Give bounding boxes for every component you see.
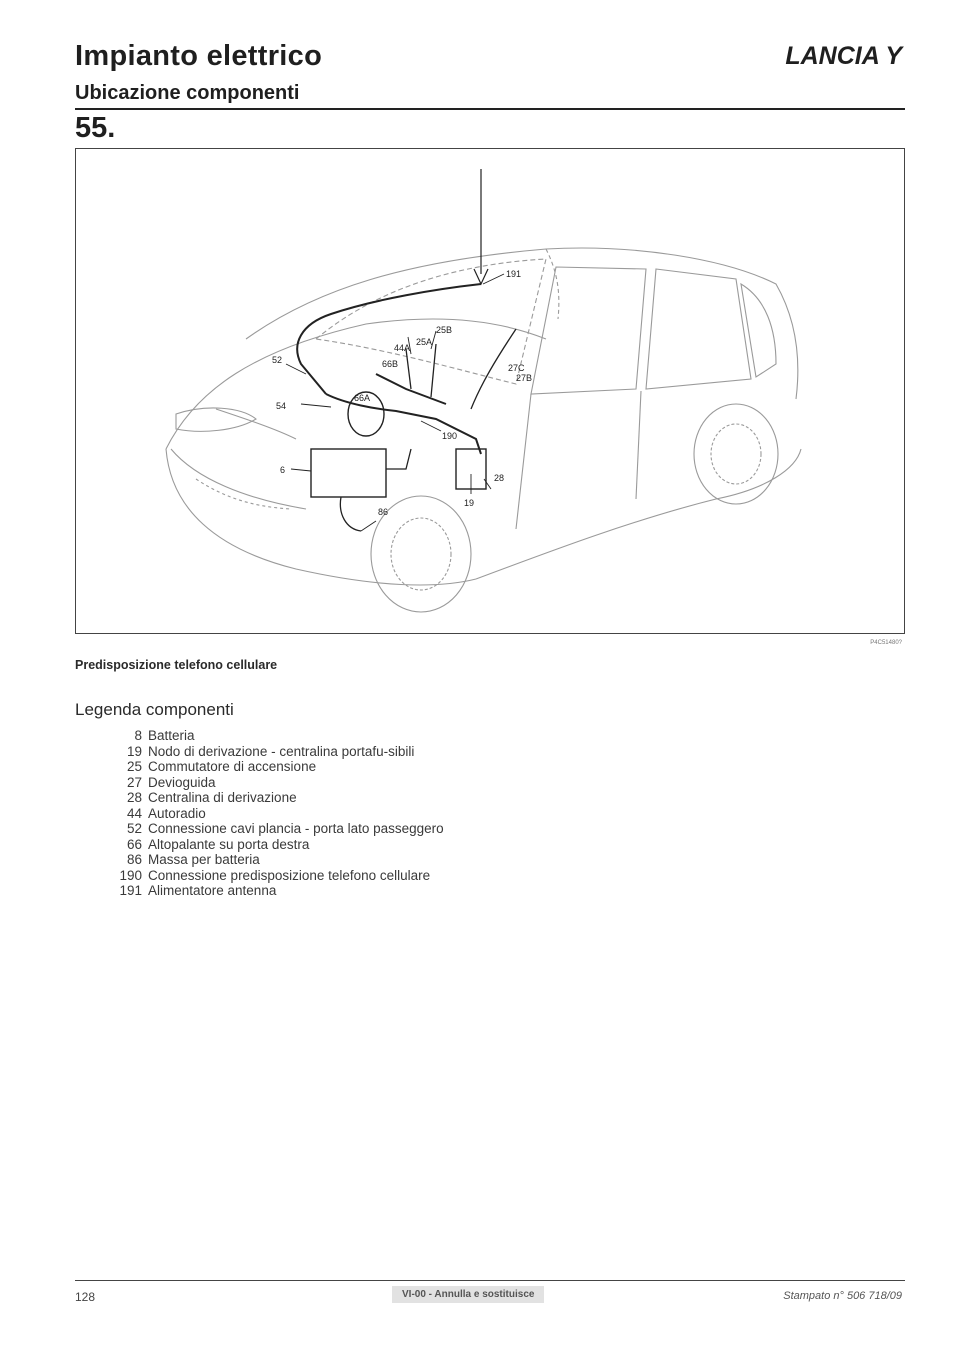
brand-label: LANCIA Y (785, 42, 902, 70)
legend-item-number: 66 (126, 836, 142, 852)
legend-item (110, 790, 460, 806)
legend-item (110, 806, 460, 822)
legend-item-number: 27 (126, 774, 142, 790)
legend-item-number: 191 (119, 883, 142, 898)
figure-code: P4C51480? (870, 640, 902, 646)
callout-label: 19 (464, 498, 475, 508)
callout-label: 6 (280, 465, 286, 475)
legend-item-number: 190 (119, 867, 142, 883)
legend-item (110, 728, 460, 744)
legend-item (110, 759, 460, 775)
callout-label: 66A (354, 393, 371, 403)
legend-item (110, 868, 460, 884)
legend-item-text: Batteria (148, 728, 195, 743)
wiring-figure (75, 148, 905, 634)
callout-label: 86 (378, 507, 389, 517)
page-subtitle: Ubicazione componenti (75, 82, 300, 104)
callout-label: 27C (508, 363, 525, 373)
legend-item-number: 52 (126, 821, 142, 836)
callout-label: 27B (516, 373, 533, 383)
section-number: 55. (75, 112, 116, 144)
legend-item-number: 25 (126, 759, 142, 774)
legend-item-text: Autoradio (148, 805, 206, 821)
legend-item-text: Connessione predisposizione telefono cellulare (148, 867, 431, 883)
legend-item (110, 821, 460, 837)
legend-item (110, 883, 460, 899)
legend-item-number: 44 (126, 805, 142, 821)
legend-item-text: Massa per batteria (148, 852, 260, 867)
callout-label: 66B (382, 359, 399, 369)
legend-item (110, 775, 460, 791)
legend-item-text: Altopalante su porta destra (148, 836, 310, 852)
revision-stamp: VI-00 - Annulla e sostituisce (392, 1286, 544, 1303)
figure-caption: Predisposizione telefono cellulare (75, 658, 278, 672)
legend-item-text: Centralina di derivazione (148, 790, 297, 805)
legend-item-text: Nodo di derivazione - centralina portafu-sibili (148, 743, 415, 759)
legend-heading: Legenda componenti (75, 700, 234, 719)
callout-label: 190 (442, 431, 458, 441)
callout-label: 25B (436, 325, 453, 335)
page-title: Impianto elettrico (75, 40, 323, 72)
legend-item-text: Connessione cavi plancia - porta lato passeggero (148, 821, 444, 836)
callout-label: 25A (416, 337, 433, 347)
legend-item (110, 837, 460, 853)
legend-list (110, 728, 460, 899)
callout-label: 28 (494, 473, 505, 483)
callout-label: 52 (272, 355, 283, 365)
legend-item-text: Alimentatore antenna (148, 883, 277, 898)
callout-label: 191 (506, 269, 522, 279)
footer-divider (75, 1280, 905, 1281)
legend-item-text: Commutatore di accensione (148, 759, 317, 774)
legend-item-number: 8 (134, 728, 142, 743)
legend-item-number: 19 (126, 743, 142, 759)
callout-label: 54 (276, 401, 287, 411)
legend-item-number: 86 (126, 852, 142, 867)
legend-item-text: Devioguida (148, 774, 216, 790)
legend-item-number: 28 (126, 790, 142, 805)
callout-labels (76, 149, 905, 634)
callout-label: 44A (394, 343, 411, 353)
print-info: Stampato n° 506 718/09 (783, 1290, 902, 1302)
legend-item (110, 744, 460, 760)
page-number: 128 (75, 1290, 96, 1304)
legend-item (110, 852, 460, 868)
header-divider (75, 108, 905, 110)
